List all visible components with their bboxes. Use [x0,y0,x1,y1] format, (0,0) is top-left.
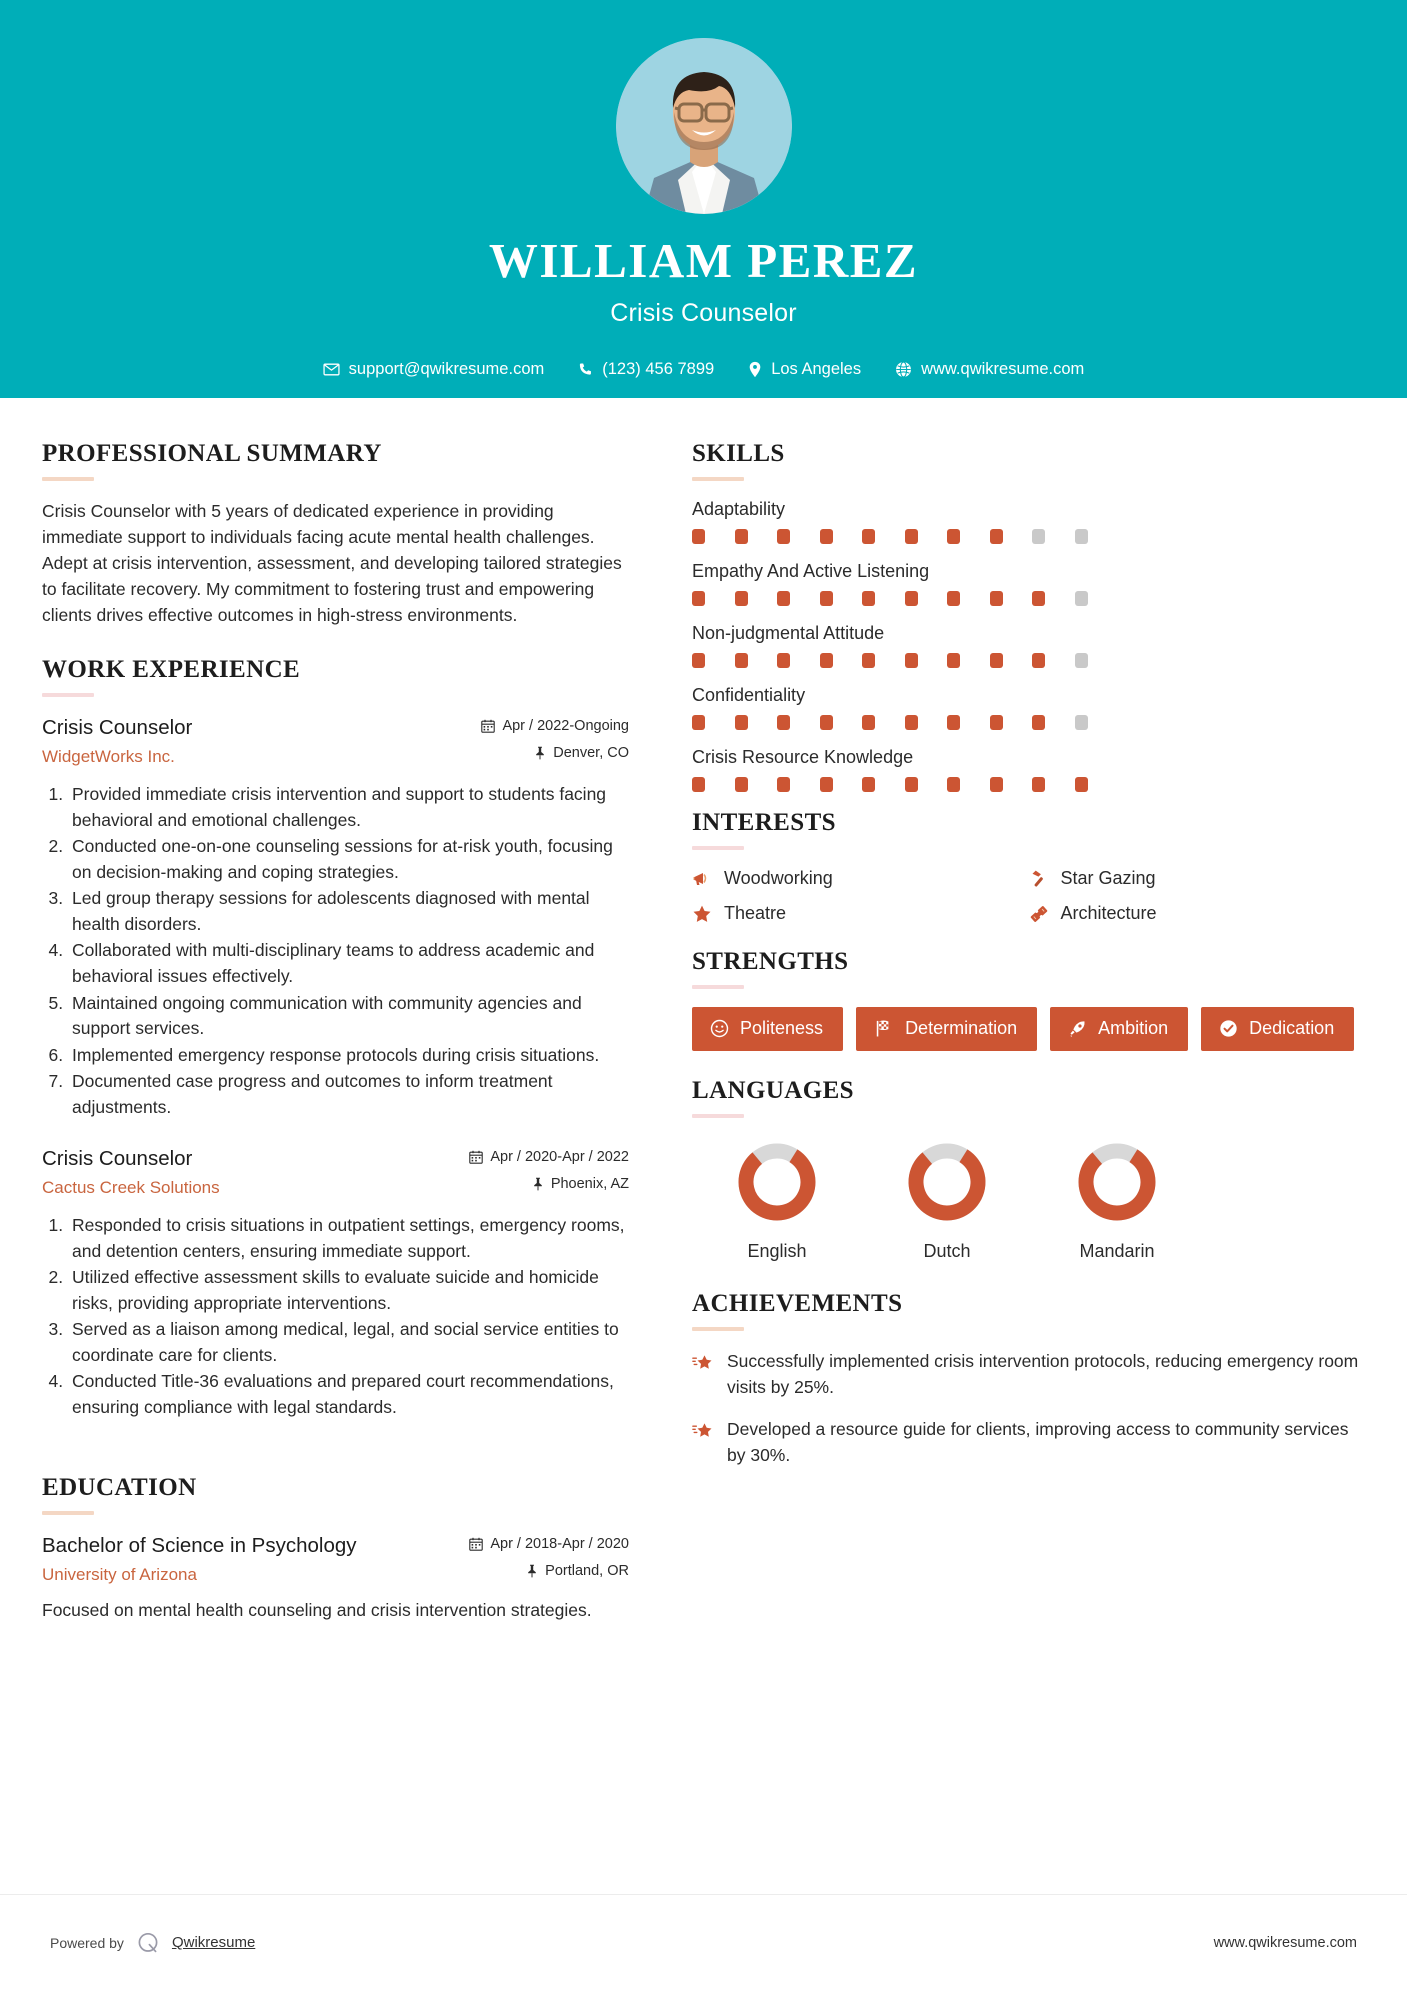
section-rule [692,985,744,989]
skill-dot-filled [990,529,1003,544]
language-item [862,1136,1032,1262]
strength-label: Ambition [1098,1018,1169,1038]
section-title-strengths: STRENGTHS [692,948,849,975]
skill-dot-filled [1032,653,1045,668]
skill-dot-filled [862,715,875,730]
section-rule [692,846,744,850]
work-date [481,718,629,734]
skill-dot-filled [735,591,748,606]
shooting-star-icon [692,1352,714,1374]
education-school: University of Arizona [42,1565,197,1584]
contact-location-text: Los Angeles [771,360,862,378]
skill-dot-empty [1075,529,1088,544]
contact-email[interactable] [306,360,562,379]
strength-label: Politeness [740,1018,824,1038]
skill-dot-filled [692,653,705,668]
strength-label: Dedication [1249,1018,1335,1038]
skill-name: Adaptability [692,499,786,519]
skill-dot-filled [692,529,705,544]
skill-dot-filled [905,653,918,668]
section-title-summary: PROFESSIONAL SUMMARY [42,440,382,467]
work-entry-left [42,715,481,768]
work-bullet: 2. Conducted one-on-one counseling sessions for at-risk youth, focusing on decision-making and coping strategies. [68,834,629,885]
work-entry-head [42,715,629,768]
skill-dot-filled [820,653,833,668]
skill-dot-filled [692,591,705,606]
skill-rating-dots [692,653,1365,668]
language-item [1032,1136,1202,1262]
interest-label: Star Gazing [1060,868,1156,888]
skill-item [692,623,1365,668]
hammer-icon [1029,869,1049,889]
section-achievements [692,1290,1365,1468]
avatar [616,38,792,214]
contact-website[interactable] [878,360,1101,379]
work-bullet-list [42,1213,629,1420]
skill-name: Crisis Resource Knowledge [692,747,914,767]
skill-dot-filled [777,591,790,606]
work-location [469,1176,629,1192]
skill-dot-empty [1075,653,1088,668]
skill-name: Confidentiality [692,685,806,705]
skill-dot-filled [777,529,790,544]
section-title-education: EDUCATION [42,1474,197,1502]
work-bullet: 4. Conducted Title-36 evaluations and prepared court recommendations, ensuring compliance with legal standards. [68,1369,629,1420]
work-location-text: Denver, CO [553,745,629,762]
skill-dot-filled [735,777,748,792]
calendar-icon [481,719,495,733]
work-bullet: 7. Documented case progress and outcomes to inform treatment adjustments. [68,1069,629,1120]
skill-dot-filled [905,529,918,544]
education-location [469,1563,629,1579]
section-professional-summary [42,440,629,628]
section-title-languages: LANGUAGES [692,1077,854,1104]
skill-dot-filled [947,591,960,606]
work-entry-left [42,1146,469,1199]
flag-icon [874,1019,894,1038]
resume-header [0,0,1407,398]
skill-name: Empathy And Active Listening [692,561,930,581]
skills-list [692,499,1365,792]
education-entry [42,1533,629,1623]
language-name: English [747,1241,807,1261]
work-entry-head [42,1146,629,1199]
skill-dot-filled [735,715,748,730]
star-icon [692,904,712,924]
skill-dot-filled [692,777,705,792]
skill-dot-filled [820,529,833,544]
education-location-text: Portland, OR [545,1563,629,1580]
globe-icon [895,361,912,378]
skill-dot-empty [1075,591,1088,606]
education-degree: Bachelor of Science in Psychology [42,1534,357,1558]
interest-item [1029,868,1366,889]
check-circle-icon [1219,1019,1238,1038]
resume-footer [0,1894,1407,1990]
skill-dot-filled [820,591,833,606]
resume-body [0,398,1407,1650]
section-rule [42,693,94,697]
pushpin-icon [532,1177,544,1191]
interest-label: Architecture [1060,903,1157,923]
work-date [469,1149,629,1165]
skill-dot-filled [905,777,918,792]
skill-dot-filled [862,653,875,668]
calendar-icon [469,1150,483,1164]
skill-dot-filled [820,715,833,730]
section-rule [42,477,94,481]
contact-website-text: www.qwikresume.com [921,360,1085,378]
strength-pill-dedication [1201,1007,1354,1051]
skill-dot-filled [862,529,875,544]
work-role: Crisis Counselor [42,1147,193,1171]
footer-website[interactable]: www.qwikresume.com [1213,1934,1357,1951]
section-title-skills: SKILLS [692,440,785,467]
skill-item [692,499,1365,544]
skill-dot-filled [777,777,790,792]
strength-pill-ambition [1050,1007,1188,1051]
education-entry-meta [469,1533,629,1579]
smiley-icon [710,1019,729,1038]
work-bullet: 5. Maintained ongoing communication with community agencies and support services. [68,991,629,1042]
section-rule [692,1114,744,1118]
skill-dot-filled [820,777,833,792]
work-bullet: 3. Led group therapy sessions for adolescents diagnosed with mental health disorders. [68,886,629,937]
left-column [42,440,657,1650]
skill-dot-filled [1075,777,1088,792]
skill-dot-filled [777,653,790,668]
skill-dot-filled [990,653,1003,668]
work-bullet: 1. Responded to crisis situations in outpatient settings, emergency rooms, and detention centers, ensuring immediate support. [68,1213,629,1264]
megaphone-icon [692,869,712,889]
skill-rating-dots [692,591,1365,606]
work-entry-meta [481,715,629,761]
skill-item [692,561,1365,606]
summary-text: Crisis Counselor with 5 years of dedicated experience in providing immediate support to individuals facing acute mental health challenges. Adept at crisis intervention, assessment, and developing tailored strategies to facilitate recovery. My commitment to fostering trust and empowering clients drives effective outcomes in high-stress environments. [42,501,622,625]
skill-rating-dots [692,529,1365,544]
candidate-name: WILLIAM PEREZ [488,233,919,288]
interest-label: Theatre [724,903,787,923]
section-skills [692,440,1365,792]
spacer [42,628,629,656]
skill-dot-filled [735,529,748,544]
strength-pill-determination [856,1007,1037,1051]
work-location [481,745,629,761]
achievement-text: Developed a resource guide for clients, improving access to community services by 30%. [727,1419,1349,1465]
rocket-icon [1068,1019,1087,1038]
skill-dot-filled [905,591,918,606]
work-date-text: Apr / 2022-Ongoing [502,718,629,735]
work-location-text: Phoenix, AZ [550,1176,629,1193]
interest-label: Woodworking [724,868,833,888]
skill-dot-filled [947,529,960,544]
interest-item [692,868,1029,889]
education-date-text: Apr / 2018-Apr / 2020 [490,1536,629,1553]
skill-dot-filled [990,591,1003,606]
work-bullet: 1. Provided immediate crisis intervention and support to students facing behavioral and emotional challenges. [68,782,629,833]
language-donut-chart [1071,1136,1163,1228]
language-item [692,1136,862,1262]
skill-name: Non-judgmental Attitude [692,623,885,643]
interests-grid [692,868,1365,924]
skill-dot-filled [905,715,918,730]
qwikresume-link[interactable]: Qwikresume [171,1934,256,1951]
work-entry [42,715,629,1120]
skill-dot-filled [777,715,790,730]
right-column [657,440,1365,1485]
contact-phone[interactable] [561,360,731,379]
skill-dot-filled [947,777,960,792]
skill-dot-filled [990,715,1003,730]
contact-row [0,360,1407,379]
section-work-experience [42,656,629,1420]
language-donut-chart [731,1136,823,1228]
email-icon [323,361,340,378]
skill-dot-filled [862,777,875,792]
section-rule [692,477,744,481]
phone-icon [578,362,593,377]
pushpin-icon [526,1564,538,1578]
achievement-text: Successfully implemented crisis intervention protocols, reducing emergency room visits by 25%. [727,1351,1359,1397]
section-languages [692,1077,1365,1262]
interest-item [1029,903,1366,924]
skill-dot-filled [692,715,705,730]
skill-dot-filled [862,591,875,606]
shooting-star-icon [692,1420,714,1442]
footer-brand [50,1930,255,1956]
languages-list [692,1136,1365,1262]
strengths-list [692,1007,1365,1051]
section-title-achievements: ACHIEVEMENTS [692,1290,903,1317]
work-bullet: 6. Implemented emergency response protocols during crisis situations. [68,1043,629,1069]
powered-by-label: Powered by [50,1934,124,1951]
education-entry-head [42,1533,629,1586]
skill-dot-filled [1032,715,1045,730]
work-role: Crisis Counselor [42,716,193,740]
contact-email-text: support@qwikresume.com [348,360,545,378]
calendar-icon [469,1537,483,1551]
spacer [42,1446,629,1474]
section-interests [692,809,1365,924]
work-bullet: 3. Served as a liaison among medical, legal, and social service entities to coordinate care for clients. [68,1317,629,1368]
candidate-job-title: Crisis Counselor [610,299,797,327]
work-entry [42,1146,629,1420]
work-bullet-list [42,782,629,1120]
language-donut-chart [901,1136,993,1228]
location-pin-icon [748,361,762,378]
section-rule [692,1327,744,1331]
interest-item [692,903,1029,924]
section-education [42,1474,629,1623]
achievement-item [692,1417,1365,1468]
avatar-photo-icon [616,38,792,214]
language-name: Mandarin [1079,1241,1155,1261]
education-date [469,1536,629,1552]
skill-dot-filled [735,653,748,668]
language-name: Dutch [923,1241,971,1261]
work-company: Cactus Creek Solutions [42,1177,220,1197]
work-bullet: 4. Collaborated with multi-disciplinary teams to address academic and behavioral issues effectively. [68,938,629,989]
work-entry-meta [469,1146,629,1192]
skill-rating-dots [692,777,1365,792]
section-title-work: WORK EXPERIENCE [42,656,301,684]
skill-dot-filled [947,653,960,668]
skill-dot-filled [1032,777,1045,792]
skill-dot-empty [1075,715,1088,730]
skill-dot-filled [990,777,1003,792]
work-company: WidgetWorks Inc. [42,747,175,767]
skill-dot-filled [1032,591,1045,606]
strength-pill-politeness [692,1007,843,1051]
section-strengths [692,948,1365,1051]
skill-item [692,747,1365,792]
work-bullet: 2. Utilized effective assessment skills to evaluate suicide and homicide risks, providing appropriate interventions. [68,1265,629,1316]
skill-rating-dots [692,715,1365,730]
pushpin-icon [534,746,546,760]
skill-dot-filled [947,715,960,730]
section-title-interests: INTERESTS [692,809,836,836]
skill-item [692,685,1365,730]
section-rule [42,1511,94,1515]
strength-label: Determination [905,1018,1018,1038]
skill-dot-empty [1032,529,1045,544]
contact-phone-text: (123) 456 7899 [602,360,715,378]
ticket-icon [1029,904,1049,924]
work-date-text: Apr / 2020-Apr / 2022 [490,1149,629,1166]
education-description: Focused on mental health counseling and crisis intervention strategies. [42,1600,592,1621]
education-entry-left [42,1533,469,1586]
qwikresume-logo-icon [135,1930,161,1956]
achievement-item [692,1349,1365,1400]
contact-location[interactable] [731,360,878,379]
